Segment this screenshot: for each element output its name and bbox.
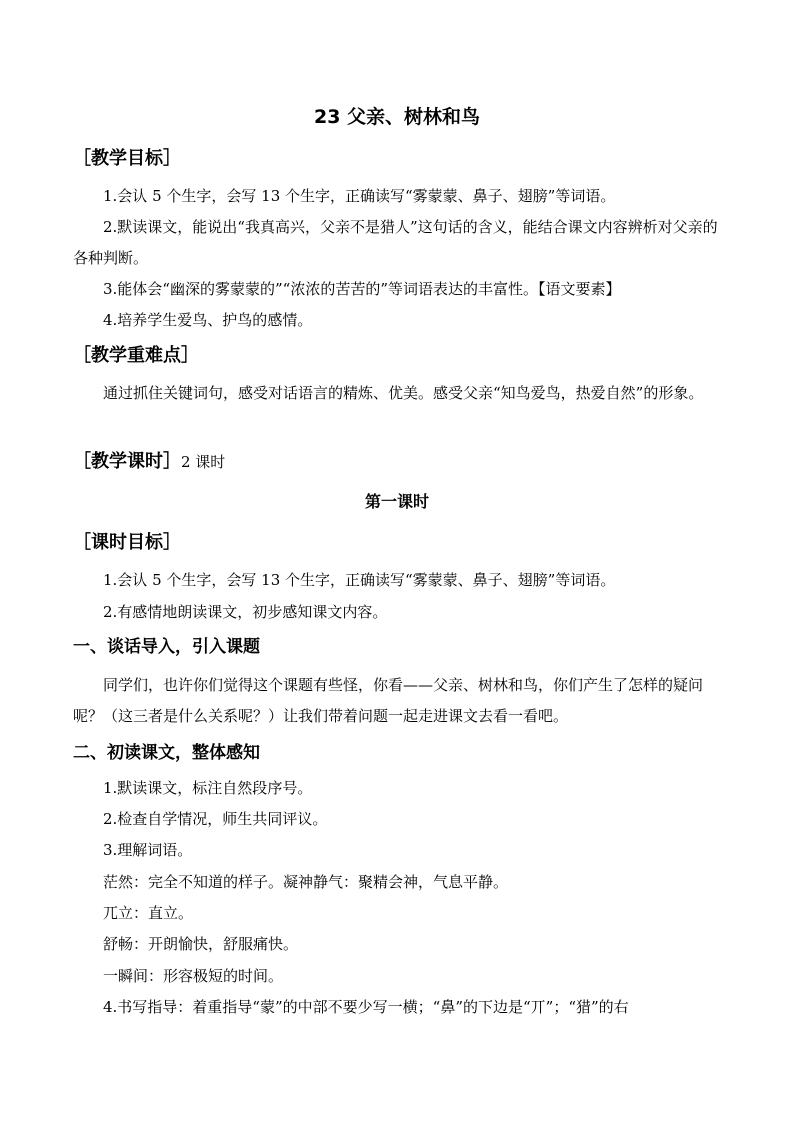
teaching-hours-heading: ［教学课时］: [73, 451, 181, 472]
section-2-step-1: 1.默读课文，标注自然段序号。: [103, 779, 313, 797]
word-definition: 舒畅：开朗愉快，舒服痛快。: [103, 935, 299, 953]
key-points-text: 通过抓住关键词句，感受对话语言的精炼、优美。感受父亲“知鸟爱鸟，热爱自然”的形象。: [103, 384, 704, 402]
goal-item-3: 3.能体会“幽深的雾蒙蒙的”“浓浓的苦苦的”等词语表达的丰富性。【语文要素】: [103, 280, 621, 298]
section-1-heading: 一、谈话导入，引入课题: [73, 637, 260, 657]
word-definition: 兀立：直立。: [103, 904, 194, 922]
goal-item-1: 1.会认 5 个生字，会写 13 个生字，正确读写“雾蒙蒙、鼻子、翅膀”等词语。: [103, 187, 616, 205]
teaching-goals-heading: ［教学目标］: [73, 148, 181, 169]
lesson-goal-1: 1.会认 5 个生字，会写 13 个生字，正确读写“雾蒙蒙、鼻子、翅膀”等词语。: [103, 571, 616, 589]
lesson-title: 第一课时: [364, 492, 429, 511]
teaching-hours-value: 2 课时: [181, 453, 226, 471]
section-2-step-3: 3.理解词语。: [103, 841, 193, 859]
lesson-goal-2: 2.有感情地朗读课文，初步感知课文内容。: [103, 603, 388, 621]
section-2-heading: 二、初读课文，整体感知: [73, 743, 260, 763]
section-2-step-4: 4.书写指导：着重指导“蒙”的中部不要少写一横；“鼻”的下边是“丌”；“猎”的右: [103, 998, 629, 1016]
word-definition: 茫然：完全不知道的样子。凝神静气：聚精会神，气息平静。: [103, 873, 509, 891]
lesson-goals-heading: ［课时目标］: [73, 532, 181, 553]
goal-item-4: 4.培养学生爱鸟、护鸟的感情。: [103, 311, 313, 329]
page-title: 23 父亲、树林和鸟: [313, 106, 481, 128]
section-1-text: 同学们，也许你们觉得这个课题有些怪，你看——父亲、树林和鸟，你们产生了怎样的疑问呢？（这三者是什么关系呢？）让我们带着问题一起走进课文去看一看吧。: [73, 676, 704, 725]
section-2-step-2: 2.检查自学情况，师生共同评议。: [103, 810, 328, 828]
goal-item-2: 2.默读课文，能说出“我真高兴，父亲不是猎人”这句话的含义，能结合课文内容辨析对父亲的各种判断。: [73, 218, 718, 267]
teaching-hours-line: [73, 449, 225, 475]
word-definition: 一瞬间：形容极短的时间。: [103, 967, 284, 985]
key-points-heading: ［教学重难点］: [73, 345, 199, 366]
